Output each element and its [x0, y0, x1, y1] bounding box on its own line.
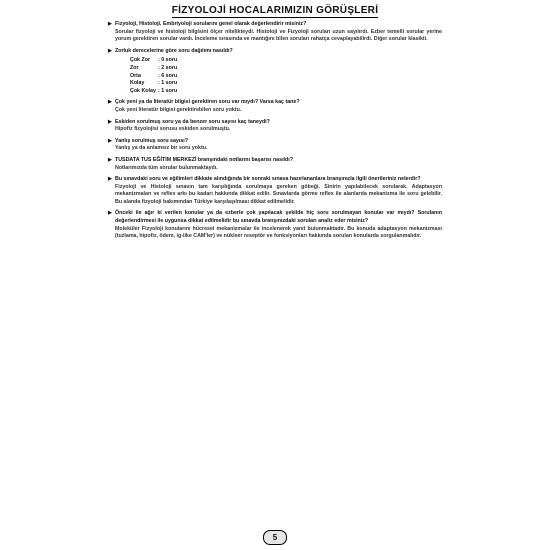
page-number: 5 — [263, 530, 287, 545]
arrow-icon: ▶ — [108, 156, 112, 163]
answer-text: Moleküler Fizyoloji konularını hücresel mekanizmalar ile incelenerek yanıt bulunmaktadır. Bu konuda adaptasyon mekanizması (tuzlama, hipofiz, ödem, ig-like CAM'ler) ve nükleer reseptör ve fonksiyonları hakkında sorulan konularda sorgulanmalıdır. — [115, 225, 442, 240]
qa-item-3 — [108, 99, 442, 114]
qa-item-4 — [108, 119, 442, 134]
distribution-row: Zor : 2 soru — [130, 64, 178, 71]
arrow-icon: ▶ — [108, 118, 112, 125]
qa-item-5 — [108, 138, 442, 153]
question-text: Önceki ile ağır ki verilen konular ya da ezberle çok yapılacak şekilde hiç soru sorulmayan konular var mıydı? Sorulanın değerlendirmesi ile uygunsa dikkat edilmelidir bu sınavda branşınızdaki soruları analiz eder misiniz? — [115, 210, 442, 225]
answer-text: Çok yeni literatür bilgisi gerektirebilen soru yoktu. — [115, 106, 242, 113]
qa-item-7 — [108, 176, 442, 206]
distribution-row: Çok Kolay : 1 soru — [130, 87, 178, 94]
answer-text: Notlarımızda tüm sorular bulunmaktaydı. — [115, 164, 218, 171]
question-text: Bu sınavdaki soru ve eğilimleri dikkate alındığında bir sonraki sınava hazırlananlara branşınızla ilgili önerileriniz nelerdir? — [115, 176, 421, 183]
answer-text: Sorular fizyoloji ve histoloji bilgisini ölçer nitelikteydi. Histoloji ve Fizyoloji soruları uzun sayılırdı. Ezber temelli sorular yerine yorum gerektiren sorular vardı. İnceleme sırasında ve mantığını bilen soruları rahatça cevaplayabilirdi. Diğer sorular klasikti. — [115, 28, 442, 43]
distribution-row: Orta : 6 soru — [130, 72, 178, 79]
arrow-icon: ▶ — [108, 21, 112, 27]
answer-text: Hipofiz fizyolojisi sorusu eskiden sorulmuştu. — [115, 126, 231, 133]
page-title: FİZYOLOJİ HOCALARIMIZIN GÖRÜŞLERİ — [171, 5, 379, 16]
difficulty-distribution — [130, 57, 442, 95]
arrow-icon: ▶ — [108, 47, 112, 54]
distribution-row: Kolay : 1 soru — [130, 80, 178, 87]
question-text: TUSDATA TUS EĞİTİM MERKEZİ branşındaki notlarını başarısı nasıldı? — [115, 156, 293, 163]
arrow-icon: ▶ — [108, 137, 112, 144]
qa-item-8 — [108, 210, 442, 240]
qa-item-2 — [108, 48, 442, 96]
qa-item-6 — [108, 157, 442, 172]
question-text: Eskiden sorulmuş soru ya da benzer soru sayısı kaç taneydi? — [115, 118, 270, 125]
document-page — [108, 0, 442, 550]
arrow-icon: ▶ — [108, 176, 112, 183]
qa-item-1 — [108, 21, 442, 44]
question-text: Yanlış sorulmuş soru sayısı? — [115, 137, 189, 144]
arrow-icon: ▶ — [108, 210, 112, 217]
answer-text: Yanlış ya da anlamsız bir soru yoktu. — [115, 145, 208, 152]
question-text: Çok yeni ya da literatür bilgisi gerektiren soru var mıydı? Varsa kaç tane? — [115, 99, 300, 106]
question-text: Fizyoloji, Histoloji, Embriyoloji sorularını genel olarak değerlendirir misiniz? — [115, 21, 307, 27]
question-text: Zorluk derecelerine göre soru dağılımı nasıldı? — [115, 47, 233, 54]
distribution-row: Çok Zor : 0 soru — [130, 57, 178, 64]
answer-text: Fizyoloji ve Histoloji sınavın tam karşılığında sorulmaya gereken göbeği. Sinirin yapılabilecek sorularak. Adaptasyon mekanizmaları ve reflex arkı bu kadarı hakkında dikkat edilir. Sınavlarda görme reflex ile alanlarda mekanizma ile soru gelebilir. Bu alanda fizyoloji bakımından Türkiye karşılaşılması dikkat edilmelidir. — [115, 183, 442, 205]
arrow-icon: ▶ — [108, 99, 112, 106]
